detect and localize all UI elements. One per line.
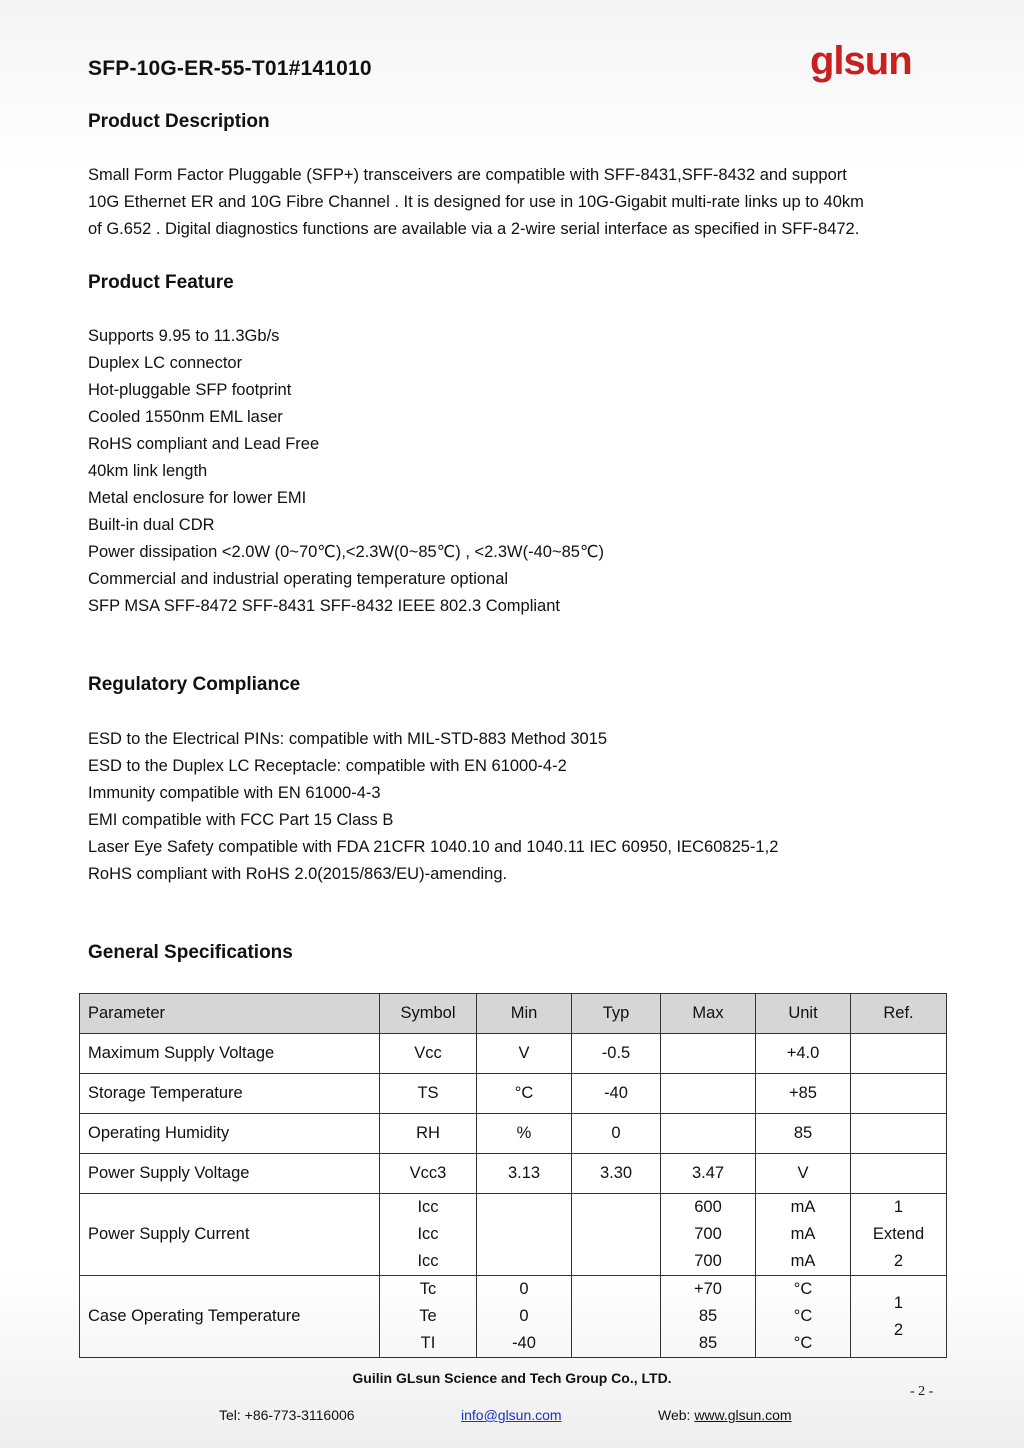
product-feature-heading: Product Feature — [88, 272, 234, 293]
regulatory-item: ESD to the Electrical PINs: compatible with MIL-STD-883 Method 3015 — [88, 730, 608, 748]
table-row — [80, 1034, 947, 1074]
footer-company-name: Guilin GLsun Science and Tech Group Co., LTD. — [352, 1370, 672, 1386]
table-row — [80, 1114, 947, 1154]
cell-parameter: Operating Humidity — [80, 1114, 380, 1154]
general-specifications-heading: General Specifications — [88, 942, 293, 963]
column-header-unit: Unit — [756, 994, 851, 1034]
regulatory-item: Laser Eye Safety compatible with FDA 21CFR 1040.10 and 1040.11 IEC 60950, IEC60825-1,2 — [88, 838, 779, 856]
cell-max — [661, 1034, 756, 1074]
cell-line: 85 — [698, 1334, 718, 1352]
cell-line: Icc — [417, 1225, 439, 1243]
cell-line: 1 — [893, 1293, 904, 1312]
cell-unit: 85 — [756, 1114, 851, 1154]
cell-line: 1 — [893, 1198, 904, 1216]
cell-symbol: Vcc3 — [380, 1154, 477, 1194]
cell-min — [477, 1276, 572, 1358]
feature-item: Built-in dual CDR — [88, 516, 215, 534]
cell-ref — [851, 1276, 947, 1358]
feature-item: Supports 9.95 to 11.3Gb/s — [88, 327, 280, 345]
cell-ref — [851, 1154, 947, 1194]
page-number: - 2 - — [910, 1384, 934, 1399]
cell-symbol: TS — [380, 1074, 477, 1114]
cell-min — [477, 1194, 572, 1276]
logo-text: glsun — [810, 39, 912, 83]
regulatory-list — [88, 726, 948, 888]
feature-item: Hot-pluggable SFP footprint — [88, 381, 292, 399]
cell-line: 700 — [694, 1252, 722, 1270]
cell-symbol: RH — [380, 1114, 477, 1154]
cell-line: 85 — [698, 1307, 718, 1325]
cell-typ: -40 — [572, 1074, 661, 1114]
footer-web-label: Web: — [658, 1407, 695, 1423]
cell-line: Extend — [872, 1225, 925, 1243]
cell-unit: V — [756, 1154, 851, 1194]
cell-line: +70 — [694, 1280, 722, 1298]
cell-line: °C — [793, 1334, 813, 1352]
feature-item: Commercial and industrial operating temperature optional — [88, 570, 509, 588]
feature-item: Metal enclosure for lower EMI — [88, 489, 307, 507]
cell-parameter: Power Supply Current — [80, 1194, 380, 1276]
cell-unit: +4.0 — [756, 1034, 851, 1074]
feature-item: RoHS compliant and Lead Free — [88, 435, 320, 453]
cell-line: Icc — [417, 1198, 439, 1216]
footer-web-link[interactable]: www.glsun.com — [694, 1407, 792, 1423]
table-row — [80, 1154, 947, 1194]
table-row-power-supply-current — [80, 1194, 947, 1276]
document-title: SFP-10G-ER-55-T01#141010 — [88, 57, 372, 80]
description-line: Small Form Factor Pluggable (SFP+) transceivers are compatible with SFF-8431,SFF-8432 and support — [88, 166, 847, 184]
cell-parameter: Power Supply Voltage — [80, 1154, 380, 1194]
cell-min: % — [477, 1114, 572, 1154]
cell-line: 0 — [519, 1280, 529, 1298]
general-specifications-table — [79, 993, 947, 1358]
regulatory-item: ESD to the Duplex LC Receptacle: compatible with EN 61000-4-2 — [88, 757, 567, 775]
column-header-ref: Ref. — [851, 994, 947, 1034]
cell-typ — [572, 1276, 661, 1358]
cell-ref — [851, 1114, 947, 1154]
cell-typ: 0 — [572, 1114, 661, 1154]
footer-web — [658, 1407, 792, 1423]
cell-typ: -0.5 — [572, 1034, 661, 1074]
cell-unit — [756, 1194, 851, 1276]
feature-item: Duplex LC connector — [88, 354, 243, 372]
column-header-parameter: Parameter — [80, 994, 380, 1034]
column-header-min: Min — [477, 994, 572, 1034]
cell-ref — [851, 1074, 947, 1114]
cell-parameter: Storage Temperature — [80, 1074, 380, 1114]
feature-list — [88, 323, 948, 620]
cell-line: °C — [793, 1280, 813, 1298]
cell-max — [661, 1194, 756, 1276]
cell-line: 700 — [694, 1225, 722, 1243]
footer-email-link[interactable]: info@glsun.com — [461, 1407, 562, 1423]
cell-line: -40 — [512, 1334, 536, 1352]
table-row-case-operating-temperature — [80, 1276, 947, 1358]
cell-line: mA — [790, 1225, 816, 1243]
cell-symbol — [380, 1194, 477, 1276]
cell-parameter: Case Operating Temperature — [80, 1276, 380, 1358]
footer-telephone: Tel: +86-773-3116006 — [219, 1407, 355, 1423]
feature-item: 40km link length — [88, 462, 208, 480]
cell-line: Te — [419, 1307, 437, 1325]
cell-line: 0 — [519, 1307, 529, 1325]
cell-parameter: Maximum Supply Voltage — [80, 1034, 380, 1074]
cell-unit — [756, 1276, 851, 1358]
regulatory-item: RoHS compliant with RoHS 2.0(2015/863/EU)-amending. — [88, 865, 508, 883]
cell-max — [661, 1276, 756, 1358]
feature-item: SFP MSA SFF-8472 SFF-8431 SFF-8432 IEEE 802.3 Compliant — [88, 597, 560, 615]
cell-ref — [851, 1034, 947, 1074]
cell-min: 3.13 — [477, 1154, 572, 1194]
description-line: of G.652 . Digital diagnostics functions are available via a 2-wire serial interface as specified in SFF-8472. — [88, 220, 860, 238]
feature-item: Power dissipation <2.0W (0~70℃),<2.3W(0~85℃) , <2.3W(-40~85℃) — [88, 543, 604, 561]
table-row — [80, 1074, 947, 1114]
cell-max — [661, 1114, 756, 1154]
cell-max — [661, 1074, 756, 1114]
column-header-typ: Typ — [572, 994, 661, 1034]
cell-line: mA — [790, 1198, 816, 1216]
cell-line: Icc — [417, 1252, 439, 1270]
table-header-row — [80, 994, 947, 1034]
cell-line: mA — [790, 1252, 816, 1270]
feature-item: Cooled 1550nm EML laser — [88, 408, 283, 426]
cell-line: 2 — [893, 1252, 904, 1270]
product-description-heading: Product Description — [88, 111, 270, 132]
cell-min: °C — [477, 1074, 572, 1114]
regulatory-compliance-heading: Regulatory Compliance — [88, 674, 301, 695]
cell-line: 2 — [893, 1320, 904, 1339]
cell-line: 600 — [694, 1198, 722, 1216]
cell-typ — [572, 1194, 661, 1276]
cell-symbol — [380, 1276, 477, 1358]
cell-typ: 3.30 — [572, 1154, 661, 1194]
cell-line: °C — [793, 1307, 813, 1325]
glsun-logo — [808, 38, 938, 84]
column-header-symbol: Symbol — [380, 994, 477, 1034]
product-description-text — [88, 162, 948, 243]
regulatory-item: EMI compatible with FCC Part 15 Class B — [88, 811, 394, 829]
cell-line: TI — [420, 1334, 436, 1352]
description-line: 10G Ethernet ER and 10G Fibre Channel . It is designed for use in 10G-Gigabit multi-rate links up to 40km — [88, 193, 864, 211]
cell-min: V — [477, 1034, 572, 1074]
cell-unit: +85 — [756, 1074, 851, 1114]
regulatory-item: Immunity compatible with EN 61000-4-3 — [88, 784, 381, 802]
cell-max: 3.47 — [661, 1154, 756, 1194]
cell-line: Tc — [419, 1280, 437, 1298]
column-header-max: Max — [661, 994, 756, 1034]
cell-ref — [851, 1194, 947, 1276]
cell-symbol: Vcc — [380, 1034, 477, 1074]
